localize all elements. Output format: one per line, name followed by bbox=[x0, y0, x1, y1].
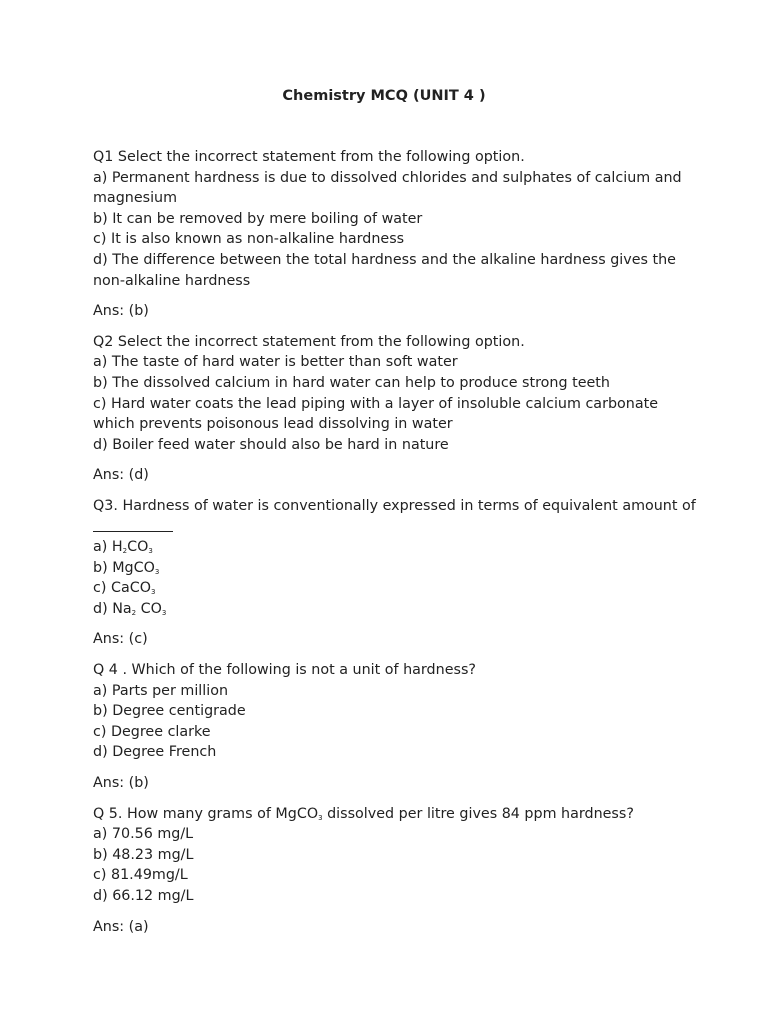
question-2-option-d: d) Boiler feed water should also be hard in nature bbox=[93, 436, 449, 453]
document-content bbox=[93, 147, 696, 947]
question-3-text: Q3. Hardness of water is conventionally expressed in terms of equivalent amount of bbox=[93, 497, 696, 514]
question-5-answer: Ans: (a) bbox=[93, 918, 149, 935]
question-1-option-d: d) The difference between the total hardness and the alkaline hardness gives the non-alkaline hardness bbox=[93, 251, 676, 289]
question-3-option-c: c) CaCO$_3$ bbox=[93, 580, 156, 597]
answer-blank-line bbox=[93, 517, 683, 538]
question-1-option-c: c) It is also known as non-alkaline hardness bbox=[93, 231, 405, 248]
blank-underline bbox=[93, 517, 173, 532]
question-3-option-b: b) MgCO$_3$ bbox=[93, 559, 160, 576]
question-4-option-d: d) Degree French bbox=[93, 744, 217, 761]
question-1-text: Q1 Select the incorrect statement from the following option. bbox=[93, 149, 525, 165]
question-4-answer: Ans: (b) bbox=[93, 775, 149, 792]
question-1-option-b: b) It can be removed by mere boiling of water bbox=[93, 210, 423, 227]
question-2-text: Q2 Select the incorrect statement from the following option. bbox=[93, 333, 525, 350]
question-3-option-d: d) $Na_2$ $CO_3$ bbox=[93, 600, 167, 617]
question-4-text: Q 4 . Which of the following is not a unit of hardness? bbox=[93, 662, 476, 679]
question-3-option-a: a) $H_2CO_3$ bbox=[93, 539, 153, 556]
question-5-option-d: d) 66.12 mg/L bbox=[93, 888, 194, 904]
question-5-text: Q 5. How many grams of MgCO$_3$ dissolved per litre gives 84 ppm hardness? bbox=[93, 805, 634, 822]
question-5-option-c: c) 81.49mg/L bbox=[93, 867, 188, 884]
question-4-option-a: a) Parts per million bbox=[93, 682, 229, 699]
question-1-option-a: a) Permanent hardness is due to dissolved chlorides and sulphates of calcium and magnesium bbox=[93, 169, 682, 207]
question-2-option-c: c) Hard water coats the lead piping with a layer of insoluble calcium carbonate which prevents poisonous lead dissolving in water bbox=[93, 395, 658, 433]
question-block-3 bbox=[93, 496, 696, 650]
question-2-option-b: b) The dissolved calcium in hard water can help to produce strong teeth bbox=[93, 374, 610, 391]
document-title: Chemistry MCQ (UNIT 4 ) bbox=[282, 88, 486, 104]
question-2-option-a: a) The taste of hard water is better than soft water bbox=[93, 354, 458, 371]
question-block-1 bbox=[93, 147, 683, 322]
question-3-answer: Ans: (c) bbox=[93, 631, 148, 648]
question-block-5 bbox=[93, 804, 683, 938]
question-2-answer: Ans: (d) bbox=[93, 467, 149, 484]
question-4-option-c: c) Degree clarke bbox=[93, 723, 211, 740]
question-block-2 bbox=[93, 332, 683, 486]
question-block-4 bbox=[93, 660, 683, 794]
question-4-option-b: b) Degree centigrade bbox=[93, 703, 246, 720]
question-5-option-a: a) 70.56 mg/L bbox=[93, 826, 194, 843]
question-5-option-b: b) 48.23 mg/L bbox=[93, 846, 194, 863]
question-1-answer: Ans: (b) bbox=[93, 303, 149, 320]
